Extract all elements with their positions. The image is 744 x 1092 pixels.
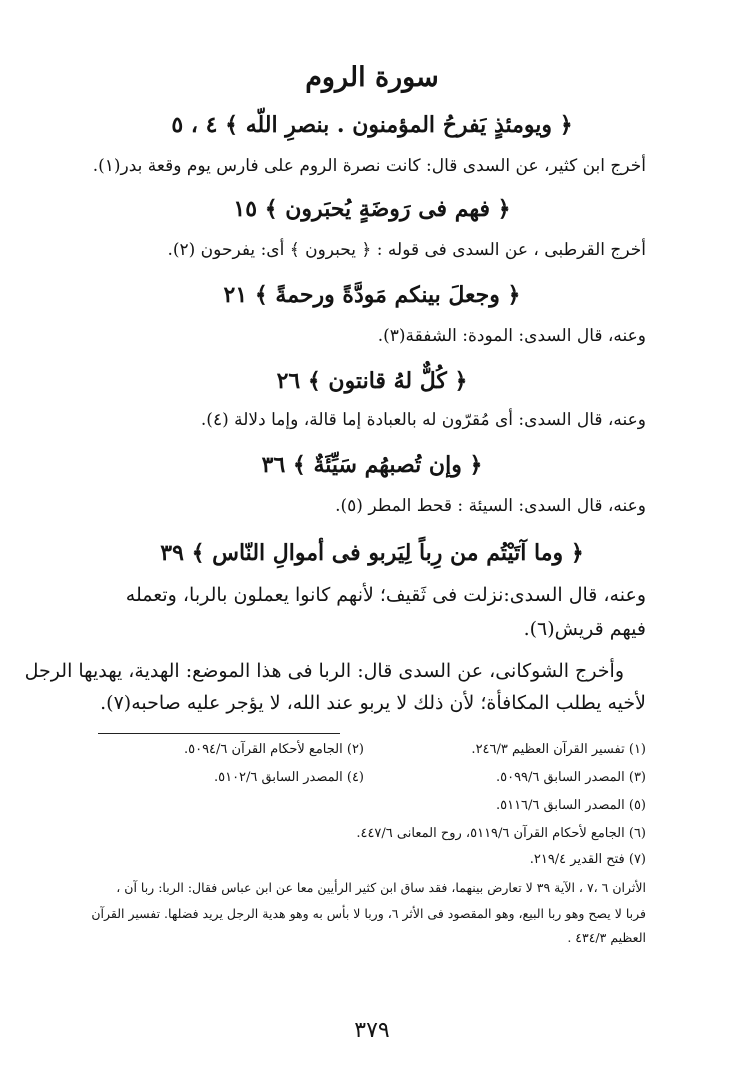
- verse-heading: ﴿ كُلٌّ لهُ قانتون ﴾ ٢٦: [276, 368, 468, 394]
- verse-heading: ﴿ وما آتَيْتُم من رِباً لِيَربو فى أموالِ النّاس ﴾ ٣٩: [160, 540, 584, 566]
- footnote: (٥) المصدر السابق ٥١١٦/٦.: [495, 798, 646, 813]
- commentary-line: أخرج القرطبى ، عن السدى فى قوله : ﴿ يحبرون ﴾ أى: يفرحون (٢).: [167, 240, 646, 260]
- commentary-line: وأخرج الشوكانى، عن السدى قال: الربا فى هذا الموضع: الهدية، يهديها الرجل: [24, 660, 624, 682]
- footnote: (٧) فتح القدير ٢١٩/٤.: [529, 852, 646, 867]
- commentary-line: وعنه، قال السدى: المودة: الشفقة(٣).: [377, 326, 646, 346]
- footnote-note: الأثران ٦ ،٧ ، الآية ٣٩ لا تعارض بينهما، فقد ساق ابن كثير الرأيين معا عن ابن عباس فقال: الربا: ربا آن ،: [116, 880, 646, 895]
- footnote-divider: [98, 733, 340, 734]
- footnote-note: العظيم ٤٣٤/٣ .: [567, 930, 646, 945]
- commentary-line: وعنه، قال السدى: السيئة : قحط المطر (٥).: [335, 496, 646, 516]
- commentary-line: فيهم قريش(٦).: [523, 618, 646, 640]
- footnote: (٣) المصدر السابق ٥٠٩٩/٦.: [495, 770, 646, 785]
- footnote: (٤) المصدر السابق ٥١٠٢/٦.: [213, 770, 364, 785]
- page-number: ٣٧٩: [354, 1018, 390, 1043]
- verse-heading: ﴿ وإن تُصبهُم سَيِّئَةٌ ﴾ ٣٦: [261, 452, 483, 478]
- surah-title: سورة الروم: [305, 62, 439, 93]
- verse-heading: ﴿ وجعلَ بينكم مَودَّةً ورحمةً ﴾ ٢١: [223, 282, 521, 308]
- commentary-line: وعنه، قال السدى:نزلت فى ثَقيف؛ لأنهم كانوا يعملون بالربا، وتعمله: [125, 584, 646, 606]
- footnote-note: فربا لا يصح وهو ربا البيع، وهو المقصود فى الأثر ٦، وربا لا بأس به وهو هدية الرجل يريد فضلها. تفسير القرآن: [91, 906, 646, 921]
- footnote: (٦) الجامع لأحكام القرآن ٥١١٩/٦، روح المعانى ٤٤٧/٦.: [356, 826, 646, 841]
- commentary-line: أخرج ابن كثير، عن السدى قال: كانت نصرة الروم على فارس يوم وقعة بدر(١).: [92, 156, 646, 176]
- footnote: (٢) الجامع لأحكام القرآن ٥٠٩٤/٦.: [183, 742, 364, 757]
- verse-heading: ﴿ فهم فى رَوضَةٍ يُحبَرون ﴾ ١٥: [233, 196, 511, 222]
- verse-heading: ﴿ ويومئذٍ يَفرحُ المؤمنون . بنصرِ اللّه ﴾ ٤ ، ٥: [171, 112, 573, 138]
- footnote: (١) تفسير القرآن العظيم ٢٤٦/٣.: [471, 742, 646, 757]
- commentary-line: وعنه، قال السدى: أى مُقرّون له بالعبادة إما قالة، وإما دلالة (٤).: [200, 410, 646, 430]
- commentary-line: لأخيه يطلب المكافأة؛ لأن ذلك لا يربو عند الله، لا يؤجر عليه صاحبه(٧).: [100, 692, 646, 714]
